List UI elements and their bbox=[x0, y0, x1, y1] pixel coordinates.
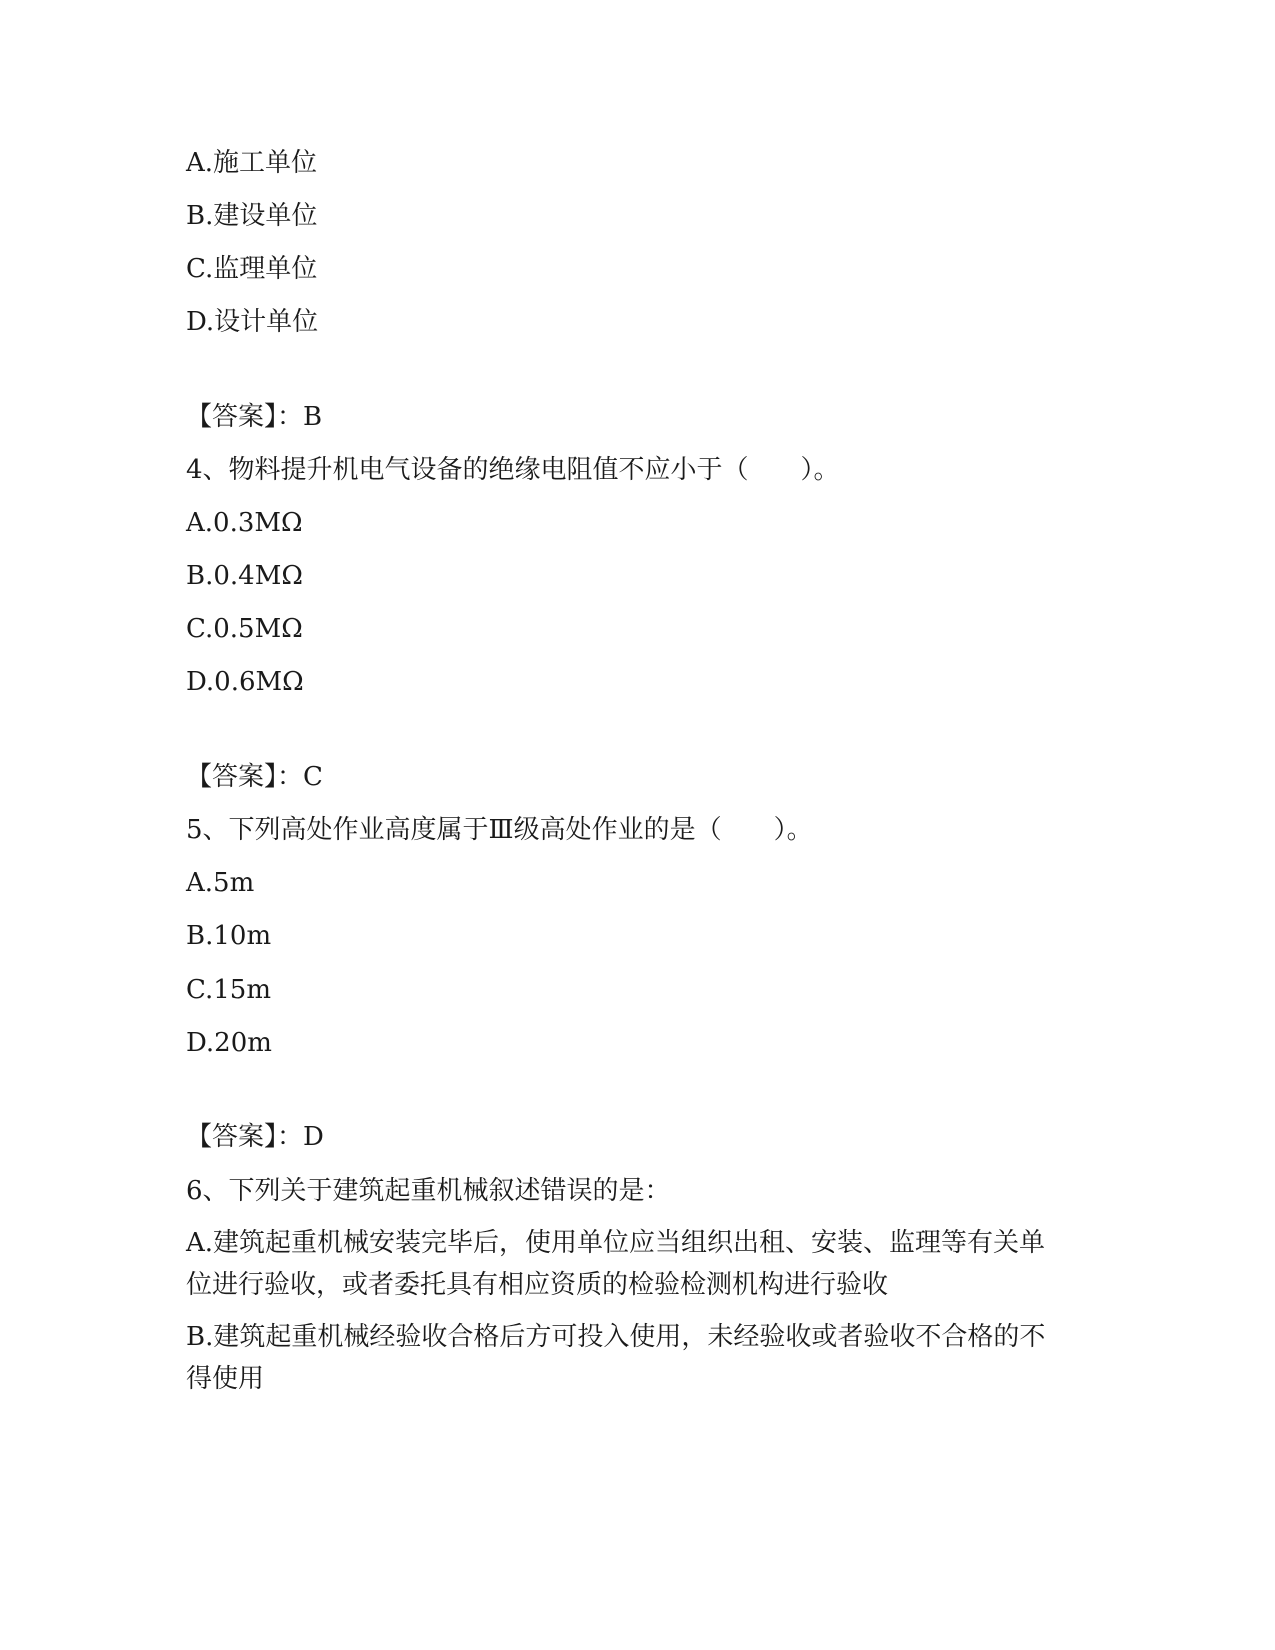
q4-stem: 4、物料提升机电气设备的绝缘电阻值不应小于（ ）。 bbox=[186, 455, 840, 485]
q5-stem: 5、下列高处作业高度属于Ⅲ级高处作业的是（ ）。 bbox=[186, 815, 813, 845]
q5-answer: 【答案】：D bbox=[186, 1122, 324, 1152]
q5-option-c: C.15m bbox=[186, 975, 271, 1005]
q4-option-d: D.0.6MΩ bbox=[186, 667, 304, 697]
q3-option-c: C.监理单位 bbox=[186, 254, 318, 284]
q5-option-b: B.10m bbox=[186, 921, 272, 951]
q6-option-b: B.建筑起重机械经验收合格后方可投入使用，未经验收或者验收不合格的不得使用 bbox=[186, 1322, 1046, 1394]
q4-answer: 【答案】：C bbox=[186, 762, 323, 792]
q5-option-a: A.5m bbox=[186, 868, 255, 898]
q4-option-b: B.0.4MΩ bbox=[186, 561, 303, 591]
q6-stem: 6、下列关于建筑起重机械叙述错误的是： bbox=[186, 1176, 671, 1206]
q4-option-a: A.0.3MΩ bbox=[186, 508, 303, 538]
q3-option-b: B.建设单位 bbox=[186, 201, 318, 231]
q3-option-a: A.施工单位 bbox=[186, 148, 318, 178]
q6-option-a: A.建筑起重机械安装完毕后，使用单位应当组织出租、安装、监理等有关单位进行验收，或者委托具有相应资质的检验检测机构进行验收 bbox=[186, 1228, 1046, 1300]
q5-option-d: D.20m bbox=[186, 1028, 272, 1058]
q4-option-c: C.0.5MΩ bbox=[186, 614, 303, 644]
q3-option-d: D.设计单位 bbox=[186, 307, 319, 337]
q3-answer: 【答案】：B bbox=[186, 402, 323, 432]
